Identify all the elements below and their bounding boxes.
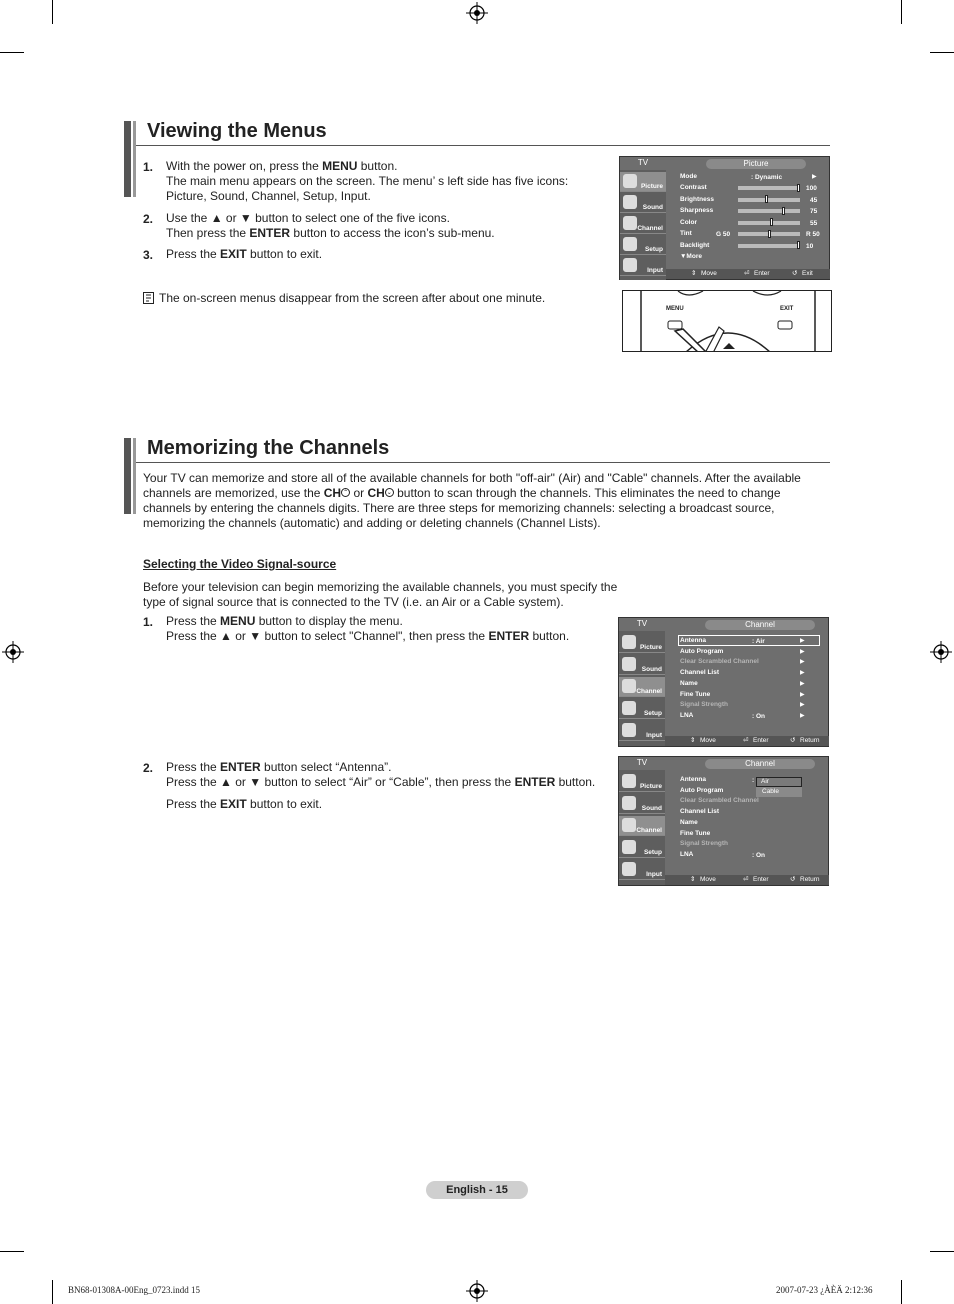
enter-icon: ⏎ (743, 737, 749, 744)
step-number: 3. (143, 248, 154, 262)
exit-icon: ↺ (792, 270, 798, 277)
osd-value-antenna: : Air (752, 638, 765, 645)
osd-row-antenna[interactable]: Antenna (680, 637, 706, 644)
step-text: Press the ENTER button select “Antenna”. (166, 760, 392, 774)
osd-row-contrast[interactable]: Contrast (680, 184, 707, 191)
osd-slider-knob[interactable] (782, 207, 785, 215)
body-text: type of signal source that is connected to the TV (i.e. an Air or a Cable system). (143, 595, 564, 609)
input-icon (623, 258, 637, 272)
picture-icon (622, 774, 636, 788)
note-icon (143, 292, 154, 304)
crop-mark (52, 1280, 53, 1304)
osd-value-tint-left: G 50 (716, 231, 731, 238)
section-accent-bar (124, 121, 131, 197)
osd-value: 100 (806, 185, 817, 192)
osd-side-setup[interactable]: Setup (619, 699, 665, 719)
section-accent-bar (133, 438, 136, 514)
arrow-right-icon: ▶ (800, 681, 805, 687)
picture-icon (623, 174, 637, 188)
crop-mark (52, 0, 53, 24)
osd-row-signal-strength: Signal Strength (680, 840, 729, 847)
osd-slider-knob[interactable] (797, 184, 800, 192)
osd-row-name[interactable]: Name (680, 819, 698, 826)
osd-tab-tv: TV (636, 619, 648, 628)
osd-value-lna: : On (752, 713, 765, 720)
picture-icon (622, 635, 636, 649)
step-text: With the power on, press the MENU button. (166, 159, 398, 173)
arrow-right-icon: ▶ (800, 638, 805, 644)
channel-down-icon: ⌄ (386, 490, 392, 496)
intro-text: memorizing the channels (automatic) and adding or deleting channels (Channel Lists). (143, 516, 601, 530)
osd-row-antenna[interactable]: Antenna (680, 776, 706, 783)
step-text: Press the EXIT button to exit. (166, 797, 323, 811)
osd-row-auto-program[interactable]: Auto Program (680, 648, 724, 655)
osd-side-channel[interactable]: Channel (619, 677, 665, 697)
osd-tab-tv: TV (637, 158, 649, 167)
step-text: Use the ▲ or ▼ button to select one of the five icons. (166, 211, 450, 225)
osd-slider-track (738, 209, 800, 213)
remote-icon (623, 291, 832, 352)
crop-mark (930, 52, 954, 53)
osd-menu-title: Picture (706, 159, 806, 169)
osd-row-channel-list[interactable]: Channel List (680, 808, 720, 815)
osd-row-color[interactable]: Color (680, 219, 697, 226)
section-title: Memorizing the Channels (147, 437, 390, 459)
step-text: Press the ▲ or ▼ button to select “Air” or “Cable”, then press the ENTER button. (166, 775, 596, 789)
osd-row-mode[interactable]: Mode (680, 173, 697, 180)
crop-mark (0, 1251, 24, 1252)
section-rule (136, 462, 830, 463)
osd-menu-title: Channel (705, 759, 815, 769)
osd-side-input[interactable]: Input (620, 256, 666, 276)
dropdown-option-cable[interactable]: Cable (762, 788, 779, 795)
channel-icon (622, 818, 636, 832)
step-number: 1. (143, 615, 154, 629)
page-number: English - 15 (426, 1181, 528, 1199)
osd-value: 10 (806, 243, 814, 250)
step-text: Press the ▲ or ▼ button to select "Channel", then press the ENTER button. (166, 629, 570, 643)
step-text: Then press the ENTER button to access the icon’s sub-menu. (166, 226, 495, 240)
registration-mark-icon (2, 641, 24, 663)
arrow-right-icon: ▶ (800, 649, 805, 655)
osd-value: 55 (810, 220, 818, 227)
osd-side-sound[interactable]: Sound (620, 193, 666, 213)
move-icon: ⇕ (690, 876, 696, 883)
osd-tab-tv: TV (636, 758, 648, 767)
osd-sidebar (620, 170, 666, 280)
osd-side-setup[interactable]: Setup (619, 838, 665, 858)
setup-icon (622, 840, 636, 854)
osd-sidebar (619, 770, 665, 885)
arrow-right-icon: ▶ (800, 692, 805, 698)
osd-side-setup[interactable]: Setup (620, 235, 666, 255)
sound-icon (623, 195, 637, 209)
step-number: 2. (143, 212, 154, 226)
crop-mark (930, 1251, 954, 1252)
osd-row-fine-tune[interactable]: Fine Tune (680, 830, 711, 837)
osd-menu-title: Channel (705, 620, 815, 630)
arrow-right-icon: ▶ (812, 174, 817, 180)
osd-slider-track (738, 244, 800, 248)
osd-slider-knob[interactable] (768, 230, 771, 238)
registration-mark-icon (930, 641, 952, 663)
osd-row-fine-tune[interactable]: Fine Tune (680, 691, 711, 698)
intro-text: channels by entering the channels digits. There are three steps for memorizing channels: selecting a broadcast source, (143, 501, 775, 515)
antenna-dropdown[interactable] (756, 777, 802, 797)
remote-illustration (622, 290, 832, 352)
osd-channel-menu-antenna (618, 756, 829, 886)
enter-icon: ⏎ (744, 270, 750, 277)
body-text: Before your television can begin memorizing the available channels, you must specify the (143, 580, 618, 594)
step-number: 2. (143, 761, 154, 775)
channel-up-icon: ⌃ (343, 490, 349, 496)
section-accent-bar (124, 438, 131, 514)
osd-value: 75 (810, 208, 818, 215)
osd-footer: ⇕ Move ⏎ Enter ↺ Exit (666, 269, 830, 279)
osd-footer: ⇕ Move ⏎ Enter ↺ Return (665, 736, 829, 746)
intro-text: Your TV can memorize and store all of the available channels for both "off-air" (Air) and "Cable" channels. After the available (143, 471, 801, 485)
section-title: Viewing the Menus (147, 120, 327, 142)
move-icon: ⇕ (690, 737, 696, 744)
return-icon: ↺ (790, 737, 796, 744)
osd-row-auto-program[interactable]: Auto Program (680, 787, 724, 794)
osd-slider-track (738, 198, 800, 202)
osd-row-channel-list[interactable]: Channel List (680, 669, 720, 676)
osd-slider-knob[interactable] (797, 241, 800, 249)
osd-row-signal-strength: Signal Strength (680, 701, 729, 708)
osd-side-picture[interactable]: Picture (619, 772, 665, 792)
osd-row-clear-scrambled: Clear Scrambled Channel (680, 658, 759, 665)
osd-row-lna[interactable]: LNA (680, 712, 694, 719)
osd-channel-menu (618, 617, 829, 747)
osd-sidebar (619, 631, 665, 746)
section-rule (136, 145, 830, 146)
sound-icon (622, 796, 636, 810)
step-text: Press the EXIT button to exit. (166, 247, 323, 261)
registration-mark-icon (466, 2, 488, 24)
print-slug-right: 2007-07-23 ¿ÀÈÄ 2:12:36 (776, 1285, 873, 1295)
osd-side-picture[interactable]: Picture (620, 172, 666, 192)
step-text: The main menu appears on the screen. The menu’ s left side has five icons: (166, 174, 569, 188)
osd-row-brightness[interactable]: Brightness (680, 196, 714, 203)
osd-row-lna[interactable]: LNA (680, 851, 694, 858)
osd-picture-menu (619, 156, 830, 280)
dropdown-option-air[interactable]: Air (756, 777, 802, 787)
subheading: Selecting the Video Signal-source (143, 557, 337, 571)
arrow-right-icon: ▶ (800, 713, 805, 719)
osd-side-input[interactable]: Input (619, 721, 665, 741)
arrow-right-icon: ▶ (800, 659, 805, 665)
osd-value-lna: : On (752, 852, 765, 859)
osd-side-sound[interactable]: Sound (619, 794, 665, 814)
osd-side-channel[interactable]: Channel (619, 816, 665, 836)
channel-icon (622, 679, 636, 693)
section-accent-bar (133, 121, 136, 197)
remote-exit-label: EXIT (780, 306, 794, 312)
crop-mark (901, 0, 902, 24)
return-icon: ↺ (790, 876, 796, 883)
osd-slider-knob[interactable] (770, 218, 773, 226)
osd-side-input[interactable]: Input (619, 860, 665, 880)
arrow-right-icon: ▶ (800, 670, 805, 676)
channel-icon (623, 216, 637, 230)
input-icon (622, 862, 636, 876)
move-icon: ⇕ (691, 270, 697, 277)
setup-icon (622, 701, 636, 715)
osd-colon: : (752, 777, 755, 784)
enter-icon: ⏎ (743, 876, 749, 883)
osd-value: R 50 (806, 231, 820, 238)
remote-menu-label: MENU (666, 306, 684, 312)
intro-text: channels are memorized, use the CH ⌃ or CH ⌄ button to scan through the channels. This eliminates the need to change (143, 486, 781, 500)
osd-slider-knob[interactable] (765, 195, 768, 203)
osd-row-name[interactable]: Name (680, 680, 698, 687)
sound-icon (622, 657, 636, 671)
osd-value: 45 (810, 197, 818, 204)
osd-row-clear-scrambled: Clear Scrambled Channel (680, 797, 759, 804)
crop-mark (901, 1280, 902, 1304)
osd-footer: ⇕ Move ⏎ Enter ↺ Return (665, 875, 829, 885)
osd-value-mode: : Dynamic (751, 174, 783, 181)
osd-side-sound[interactable]: Sound (619, 655, 665, 675)
arrow-right-icon: ▶ (800, 702, 805, 708)
crop-mark (0, 52, 24, 53)
registration-mark-icon (466, 1280, 488, 1302)
note-text: The on-screen menus disappear from the screen after about one minute. (159, 291, 546, 305)
input-icon (622, 723, 636, 737)
osd-row-tint[interactable]: Tint (680, 230, 692, 237)
osd-slider-track (738, 221, 800, 225)
osd-row-more[interactable]: ▼More (680, 253, 702, 260)
setup-icon (623, 237, 637, 251)
osd-row-sharpness[interactable]: Sharpness (680, 207, 714, 214)
print-slug-left: BN68-01308A-00Eng_0723.indd 15 (68, 1285, 200, 1295)
osd-slider-track (738, 186, 800, 190)
osd-side-channel[interactable]: Channel (620, 214, 666, 234)
osd-row-backlight[interactable]: Backlight (680, 242, 710, 249)
step-text: Press the MENU button to display the menu. (166, 614, 403, 628)
step-number: 1. (143, 160, 154, 174)
osd-side-picture[interactable]: Picture (619, 633, 665, 653)
step-text: Picture, Sound, Channel, Setup, Input. (166, 189, 371, 203)
